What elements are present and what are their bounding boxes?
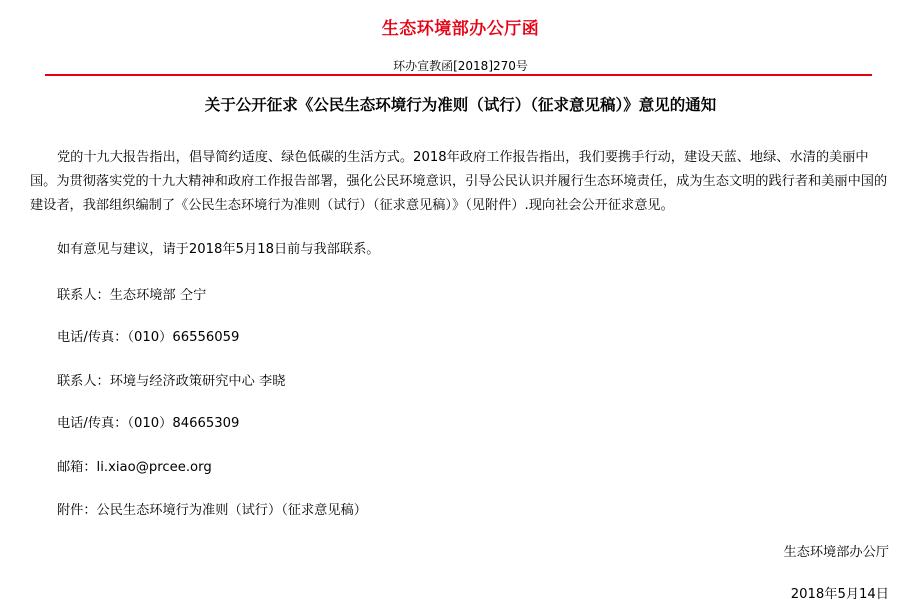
attachment-line: 附件：公民生态环境行为准则（试行）（征求意见稿） [57,503,367,518]
intro-paragraph: 党的十九大报告指出，倡导简约适度、绿色低碳的生活方式。2018年政府工作报告指出，我们要携手行动，建设天蓝、地绿、水清的美丽中国。为贯彻落实党的十九大精神和政府工作报告部署，强化公民环境意识，引导公民认识并履行生态环境责任，成为生态文明的践行者和美丽中国的建设者，我部组织编制了《公民生态环境行为准则（试行）（征求意见稿）》（见附件）.现向社会公开征求意见。 [30,150,888,213]
contact-person-2: 联系人：环境与经济政策研究中心 李晓 [57,374,286,389]
letterhead-title: 生态环境部办公厅函 [381,19,540,39]
email-line: 邮箱：li.xiao@prcee.org [57,460,212,475]
red-divider [45,74,872,76]
phone-fax-1: 电话/传真：（010）66556059 [57,330,240,345]
feedback-deadline: 如有意见与建议，请于2018年5月18日前与我部联系。 [57,242,380,257]
notice-title: 关于公开征求《公民生态环境行为准则（试行）（征求意见稿）》意见的通知 [204,96,717,114]
phone-fax-2: 电话/传真：（010）84665309 [57,416,240,431]
contact-person-1: 联系人：生态环境部 仝宁 [57,288,207,303]
issuing-office: 生态环境部办公厅 [783,545,889,560]
issue-date: 2018年5月14日 [790,587,889,602]
document-number: 环办宣教函[2018]270号 [393,59,528,73]
